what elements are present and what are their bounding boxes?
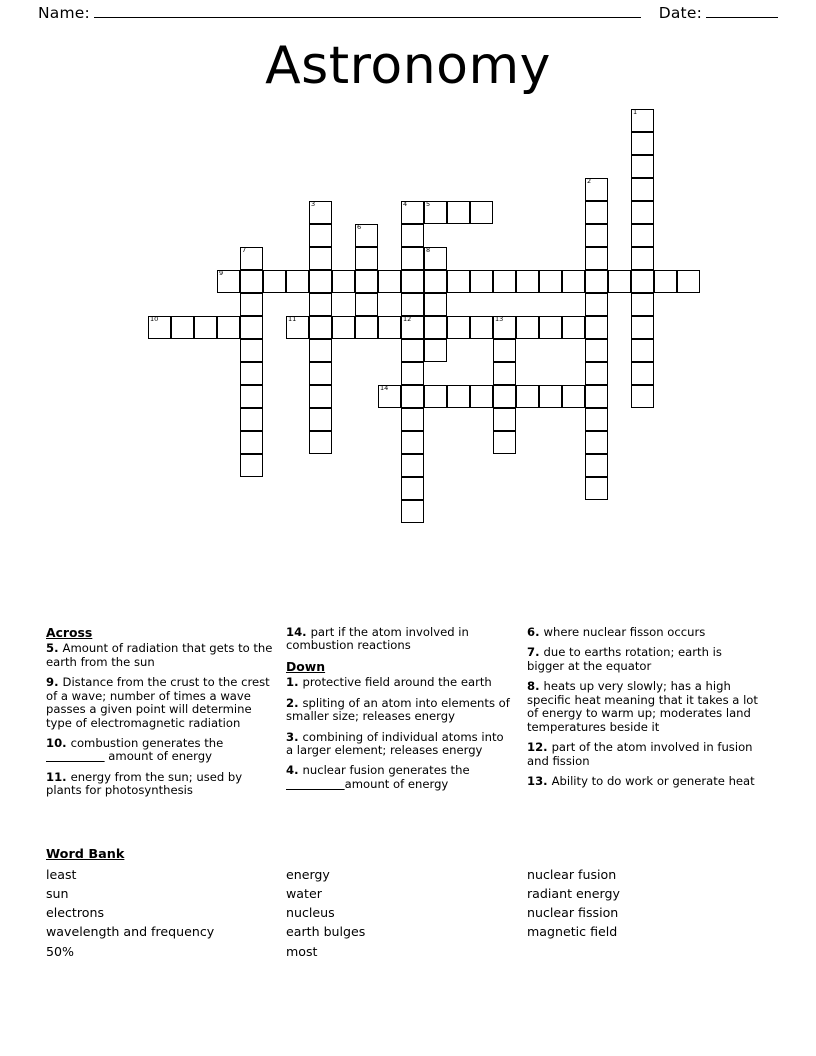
clue-item: 3. combining of individual atoms into a larger element; releases energy [286,729,504,758]
crossword-cell[interactable] [424,201,447,224]
crossword-cell[interactable] [470,270,493,293]
crossword-cell[interactable] [217,270,240,293]
crossword-cell[interactable] [401,339,424,362]
crossword-cell[interactable] [493,408,516,431]
page-title: Astronomy [265,36,551,96]
crossword-cell[interactable] [309,385,332,408]
crossword-cell[interactable] [470,385,493,408]
crossword-cell[interactable] [585,454,608,477]
crossword-cell[interactable] [608,270,631,293]
clues-section-heading: Across [46,625,93,640]
crossword-cell[interactable] [263,270,286,293]
crossword-cell[interactable] [240,408,263,431]
crossword-cell[interactable] [585,408,608,431]
crossword-cell[interactable] [378,270,401,293]
crossword-cell[interactable] [309,201,332,224]
crossword-cell[interactable] [240,362,263,385]
crossword-cell[interactable] [309,316,332,339]
clue-number: 2. [286,695,303,710]
clue-item: 1. protective field around the earth [286,675,492,690]
crossword-cell[interactable] [631,385,654,408]
clue-item: 6. where nuclear fisson occurs [527,625,706,639]
crossword-cell[interactable] [585,224,608,247]
crossword-cell[interactable] [355,224,378,247]
cell-number: 6 [357,223,362,231]
crossword-cell[interactable] [401,316,424,339]
cell-number: 14 [380,384,389,392]
word-bank-heading: Word Bank [46,847,125,862]
crossword-cell[interactable] [631,132,654,155]
crossword-cell[interactable] [355,293,378,316]
crossword-cell[interactable] [240,316,263,339]
crossword-cell[interactable] [631,224,654,247]
crossword-cell[interactable] [240,385,263,408]
crossword-cell[interactable] [424,247,447,270]
crossword-cell[interactable] [585,201,608,224]
crossword-cell[interactable] [332,270,355,293]
clue-number: 5. [46,641,63,656]
crossword-cell[interactable] [631,109,654,132]
crossword-cell[interactable] [424,339,447,362]
clue-item: 5. Amount of radiation that gets to the earth from the sun [46,641,273,669]
crossword-cell[interactable] [470,201,493,224]
cell-number: 13 [495,315,504,323]
crossword-cell[interactable] [401,500,424,523]
crossword-cell[interactable] [585,385,608,408]
crossword-cell[interactable] [240,293,263,316]
crossword-cell[interactable] [562,385,585,408]
clues-column-2 [286,626,514,798]
word-bank-item: wavelength and frequency [46,924,215,940]
crossword-cell[interactable] [447,270,470,293]
crossword-cell[interactable] [493,270,516,293]
crossword-cell[interactable] [585,477,608,500]
crossword-cell[interactable] [217,316,240,339]
crossword-cell[interactable] [424,316,447,339]
clue-item: 13. Ability to do work or generate heat [527,773,755,788]
crossword-cell[interactable] [585,178,608,201]
crossword-cell[interactable] [631,270,654,293]
crossword-cell[interactable] [585,316,608,339]
crossword-cell[interactable] [631,155,654,178]
crossword-cell[interactable] [677,270,700,293]
crossword-cell[interactable] [194,316,217,339]
crossword-cell[interactable] [401,293,424,316]
crossword-cell[interactable] [631,339,654,362]
cell-number: 12 [403,315,412,323]
clue-answer-blank[interactable] [46,749,105,763]
crossword-cell[interactable] [355,270,378,293]
word-bank-item: energy [286,867,330,882]
word-bank-column-2 [286,865,365,961]
crossword-cell[interactable] [424,293,447,316]
crossword-cell[interactable] [516,270,539,293]
word-bank-item: 50% [46,943,74,959]
date-label: Date: [658,4,702,22]
crossword-cell[interactable] [240,454,263,477]
crossword-cell[interactable] [240,270,263,293]
clue-number: 3. [286,729,303,744]
crossword-cell[interactable] [516,385,539,408]
crossword-cell[interactable] [654,270,677,293]
crossword-cell[interactable] [401,385,424,408]
word-bank-item: earth bulges [286,924,366,940]
crossword-cell[interactable] [309,293,332,316]
crossword-cell[interactable] [562,316,585,339]
word-bank-item: nuclear fission [527,905,619,921]
crossword-cell[interactable] [631,362,654,385]
clue-item: 4. nuclear fusion generates the amount of energy [286,763,470,791]
crossword-cell[interactable] [585,247,608,270]
clue-item: 9. Distance from the crust to the crest of a wave; number of times a wave passes a given point will determine type of electromagnetic radiation [46,675,270,730]
crossword-cell[interactable] [493,362,516,385]
word-bank-item: nucleus [286,905,335,921]
crossword-cell[interactable] [401,477,424,500]
crossword-cell[interactable] [631,316,654,339]
cell-number: 10 [150,315,159,323]
word-bank-item: most [286,943,318,959]
crossword-cell[interactable] [332,316,355,339]
crossword-cell[interactable] [378,316,401,339]
crossword-cell[interactable] [378,385,401,408]
crossword-cell[interactable] [401,270,424,293]
word-bank-item: radiant energy [527,886,620,902]
clue-number: 4. [286,763,303,778]
cell-number: 4 [403,200,408,208]
crossword-cell[interactable] [424,270,447,293]
clue-item: 12. part of the atom involved in fusion and fission [527,740,753,768]
crossword-cell[interactable] [447,385,470,408]
cell-number: 9 [219,269,224,277]
crossword-cell[interactable] [585,270,608,293]
clue-number: 1. [286,675,303,690]
cell-number: 5 [426,200,431,208]
clue-number: 8. [527,679,544,694]
clue-number: 13. [527,773,552,788]
clue-answer-blank[interactable] [286,777,345,791]
crossword-cell[interactable] [401,362,424,385]
word-bank-item: sun [46,886,69,902]
cell-number: 8 [426,246,431,254]
cell-number: 2 [587,177,592,185]
crossword-cell[interactable] [516,316,539,339]
word-bank-item: nuclear fusion [527,867,617,882]
word-bank-item: magnetic field [527,924,618,940]
crossword-cell[interactable] [539,316,562,339]
clue-number: 11. [46,769,71,784]
crossword-cell[interactable] [631,178,654,201]
clues-column-1 [46,626,274,805]
clue-number: 6. [527,625,544,639]
crossword-cell[interactable] [240,339,263,362]
crossword-cell[interactable] [309,408,332,431]
crossword-cell[interactable] [148,316,171,339]
crossword-cell[interactable] [309,431,332,454]
crossword-cell[interactable] [309,362,332,385]
crossword-cell[interactable] [401,408,424,431]
crossword-cell[interactable] [631,247,654,270]
crossword-cell[interactable] [424,385,447,408]
crossword-cell[interactable] [401,454,424,477]
clue-number: 7. [527,645,544,660]
crossword-cell[interactable] [171,316,194,339]
cell-number: 3 [311,200,316,208]
clue-number: 14. [286,625,311,639]
word-bank-item: electrons [46,905,105,921]
crossword-cell[interactable] [355,316,378,339]
crossword-cell[interactable] [401,201,424,224]
clue-number: 10. [46,736,71,751]
clue-item: 11. energy from the sun; used by plants for photosynthesis [46,769,243,798]
crossword-cell[interactable] [493,339,516,362]
word-bank-column-1 [46,865,214,961]
crossword-cell[interactable] [585,431,608,454]
crossword-cell[interactable] [493,316,516,339]
crossword-cell[interactable] [240,431,263,454]
crossword-cell[interactable] [240,247,263,270]
word-bank-column-3 [527,865,620,942]
crossword-cell[interactable] [493,385,516,408]
crossword-cell[interactable] [286,316,309,339]
clue-number: 12. [527,740,552,755]
crossword-cell[interactable] [401,247,424,270]
cell-number: 11 [288,315,297,323]
crossword-cell[interactable] [355,247,378,270]
crossword-cell[interactable] [539,385,562,408]
clue-item: 7. due to earths rotation; earth is bigger at the equator [527,645,722,673]
crossword-cell[interactable] [401,431,424,454]
crossword-cell[interactable] [309,270,332,293]
word-bank-item: least [46,867,77,882]
crossword-cell[interactable] [447,316,470,339]
cell-number: 7 [242,246,247,254]
crossword-cell[interactable] [631,293,654,316]
clue-item: 10. combustion generates the amount of energy [46,736,224,764]
crossword-cell[interactable] [493,431,516,454]
crossword-cell[interactable] [585,339,608,362]
crossword-cell[interactable] [562,270,585,293]
crossword-cell[interactable] [470,316,493,339]
clue-item: 2. spliting of an atom into elements of smaller size; releases energy [286,695,510,724]
clue-number: 9. [46,675,63,690]
crossword-cell[interactable] [286,270,309,293]
name-label: Name: [38,4,90,22]
crossword-cell[interactable] [309,247,332,270]
clues-column-3 [527,626,762,795]
clues-section-heading: Down [286,658,326,674]
crossword-cell[interactable] [401,224,424,247]
clue-item: 14. part if the atom involved in combustion reactions [286,625,469,653]
word-bank-item: water [286,886,322,902]
cell-number: 1 [633,108,638,116]
crossword-grid[interactable] [0,0,816,480]
crossword-cell[interactable] [631,201,654,224]
crossword-cell[interactable] [539,270,562,293]
clue-item: 8. heats up very slowly; has a high specific heat meaning that it takes a lot of energy to warm up; moderates land temperatures beside it [527,679,758,734]
crossword-cell[interactable] [309,339,332,362]
crossword-cell[interactable] [447,201,470,224]
crossword-cell[interactable] [585,362,608,385]
crossword-cell[interactable] [585,293,608,316]
crossword-cell[interactable] [309,224,332,247]
